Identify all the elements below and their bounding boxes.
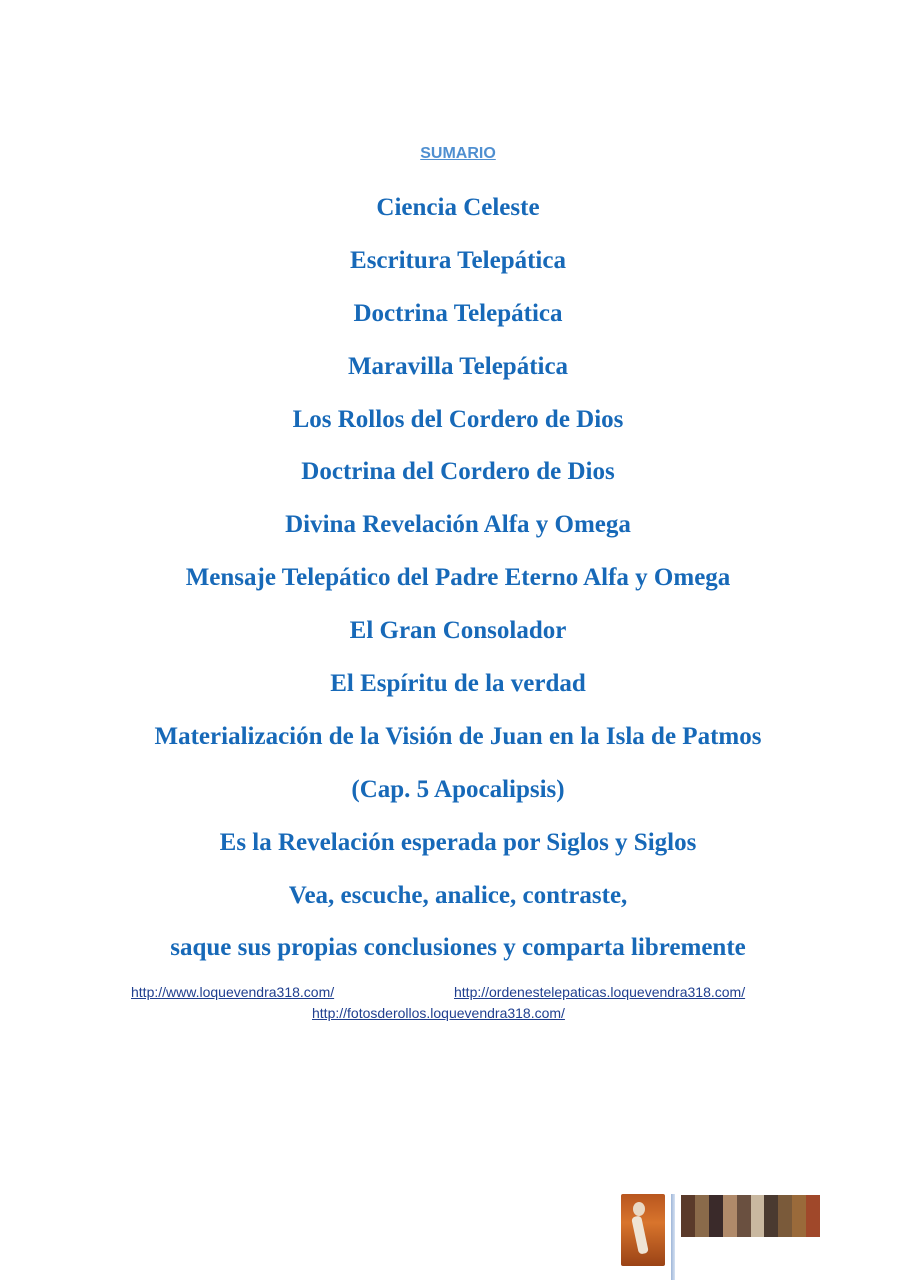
footer-divider (671, 1194, 675, 1280)
photo-thumbnail (681, 1195, 695, 1237)
sumario-link[interactable]: SUMARIO (420, 145, 496, 162)
title-line: Doctrina Telepática (353, 299, 563, 327)
title-line: Maravilla Telepática (347, 352, 569, 380)
title-line: Los Rollos del Cordero de Dios (292, 405, 624, 433)
title-line: Escritura Telepática (350, 246, 566, 274)
photo-thumbnail (778, 1195, 792, 1237)
title-line: Mensaje Telepático del Padre Eterno Alfa y Omega (185, 564, 731, 592)
photo-thumbnail (737, 1195, 751, 1237)
photo-thumbnail (806, 1195, 820, 1237)
link-ordenestelepaticas[interactable]: http://ordenestelepaticas.loquevendra318.com/ (454, 984, 746, 1000)
link-fotosderollos[interactable]: http://fotosderollos.loquevendra318.com/ (312, 1005, 565, 1021)
photo-thumbnail (723, 1195, 737, 1237)
title-line: El Espíritu de la verdad (330, 670, 586, 698)
title-line: Es la Revelación esperada por Siglos y Siglos (219, 828, 697, 856)
photo-thumbnail (751, 1195, 765, 1237)
title-line: Divina Revelación Alfa y Omega (285, 511, 631, 539)
photo-thumbnail (764, 1195, 778, 1237)
photo-strip (681, 1195, 820, 1237)
title-list (0, 188, 906, 981)
title-line: (Cap. 5 Apocalipsis) (351, 775, 565, 803)
title-line: saque sus propias conclusiones y comparta libremente (170, 934, 746, 962)
title-line: Vea, escuche, analice, contraste, (288, 881, 628, 909)
figure-logo-icon (621, 1194, 665, 1266)
title-line: Doctrina del Cordero de Dios (301, 458, 615, 486)
photo-thumbnail (792, 1195, 806, 1237)
photo-thumbnail (709, 1195, 723, 1237)
link-loquevendra[interactable]: http://www.loquevendra318.com/ (131, 984, 335, 1000)
title-line: El Gran Consolador (349, 617, 567, 645)
title-line: Materialización de la Visión de Juan en la Isla de Patmos (154, 722, 762, 750)
photo-thumbnail (695, 1195, 709, 1237)
title-line: Ciencia Celeste (376, 194, 540, 221)
